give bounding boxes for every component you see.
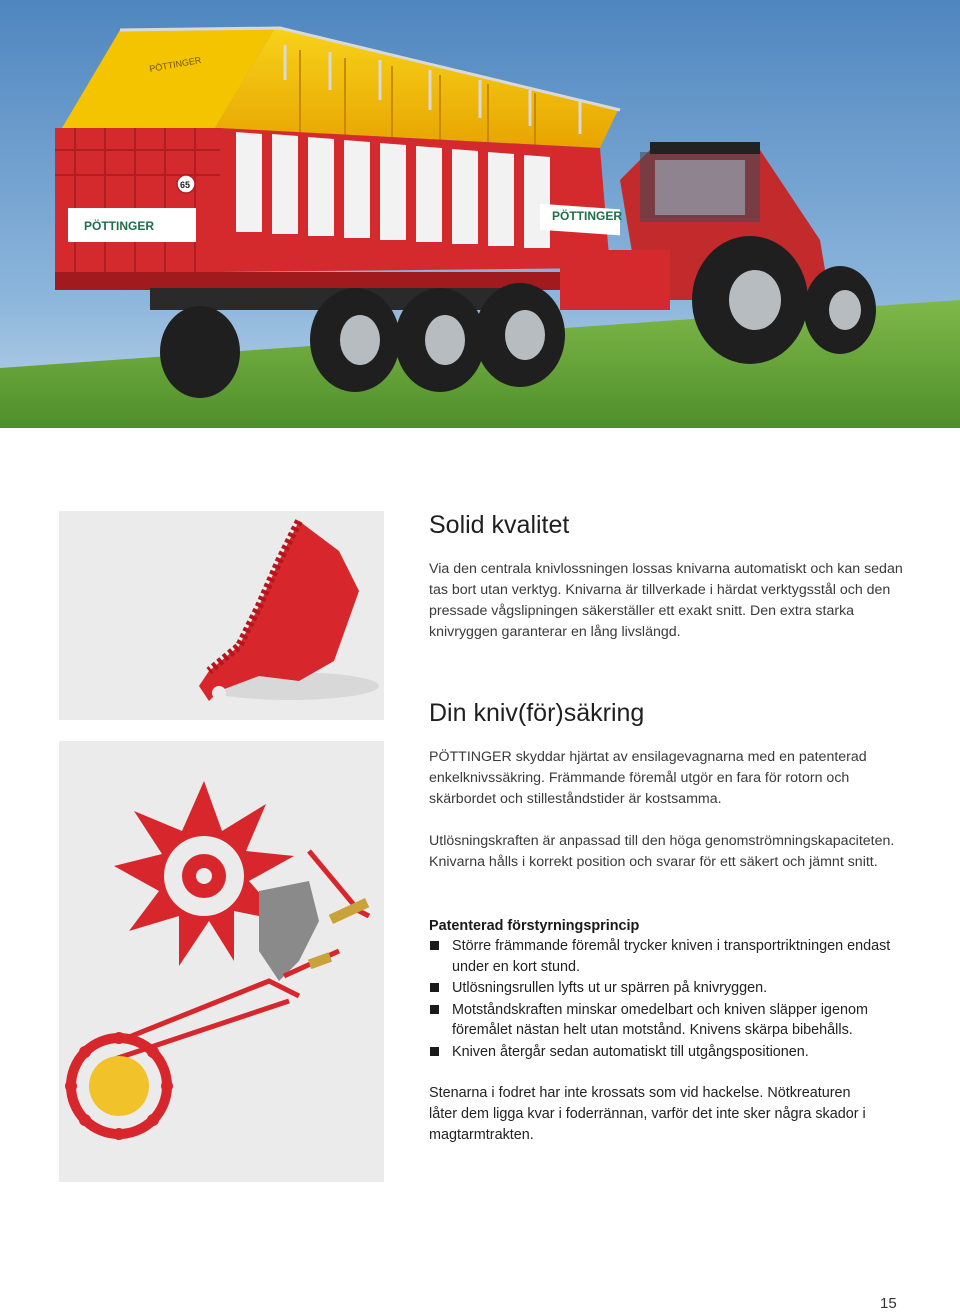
bullet-item: Motståndskraften minskar omedelbart och kniven släpper igenom föremålet nästan helt utan motstånd. Knivens skärpa bibehålls. bbox=[429, 1000, 909, 1041]
bullet-item: Större främmande föremål trycker kniven i transportriktningen endast under en kort stund. bbox=[429, 936, 909, 977]
square-bullet-icon bbox=[430, 1005, 439, 1014]
square-bullet-icon bbox=[430, 983, 439, 992]
knife-figure bbox=[59, 511, 384, 720]
section-body-knife-protection-1: PÖTTINGER skyddar hjärtat av ensilagevagnarna med en patenterad enkelknivssäkring. Främmande föremål utgör en fara för rotorn och skärbordet och stilleståndstider är kostsamma. bbox=[429, 749, 867, 807]
section-title-knife-protection: Din kniv(för)säkring bbox=[429, 699, 645, 727]
rear-brand-label: PÖTTINGER bbox=[84, 219, 155, 233]
closing-paragraph: Stenarna i fodret har inte krossats som vid hackelse. Nötkreaturen låter dem ligga kvar i foderrännan, varför det inte sker några skador i magtarmtrakten. bbox=[429, 1085, 866, 1143]
bullet-item: Kniven återgår sedan automatiskt till utgångspositionen. bbox=[429, 1042, 909, 1063]
side-brand-label: PÖTTINGER bbox=[552, 209, 623, 223]
section-title-solid-quality: Solid kvalitet bbox=[429, 511, 570, 539]
rotor-mechanism-figure bbox=[59, 741, 384, 1182]
section-body-knife-protection-2: Utlösningskraften är anpassad till den höga genomströmningskapaciteten. Knivarna hålls i korrekt position och svarar för ett säkert och jämnt snitt. bbox=[429, 833, 895, 870]
section-subtitle-patent-principle: Patenterad förstyrningsprincip bbox=[429, 918, 640, 934]
hero-photo-loader-wagon bbox=[0, 0, 960, 428]
roof-brand-label: PÖTTINGER bbox=[148, 55, 203, 74]
speed-badge: 65 bbox=[180, 180, 191, 190]
bullet-list bbox=[429, 936, 909, 1062]
feeder-roller bbox=[65, 1032, 173, 1140]
section-body-solid-quality: Via den centrala knivlossningen lossas knivarna automatiskt och kan sedan tas bort utan verktyg. Knivarna är tillverkade i härdat verktygsstål och den pressade vågslipningen säkerställer ett exakt snitt. Den extra starka knivryggen garanterar en lång livslängd. bbox=[429, 561, 903, 640]
bullet-item: Utlösningsrullen lyfts ut ur spärren på knivryggen. bbox=[429, 978, 909, 999]
page-number: 15 bbox=[880, 1295, 897, 1312]
square-bullet-icon bbox=[430, 1047, 439, 1056]
square-bullet-icon bbox=[430, 941, 439, 950]
